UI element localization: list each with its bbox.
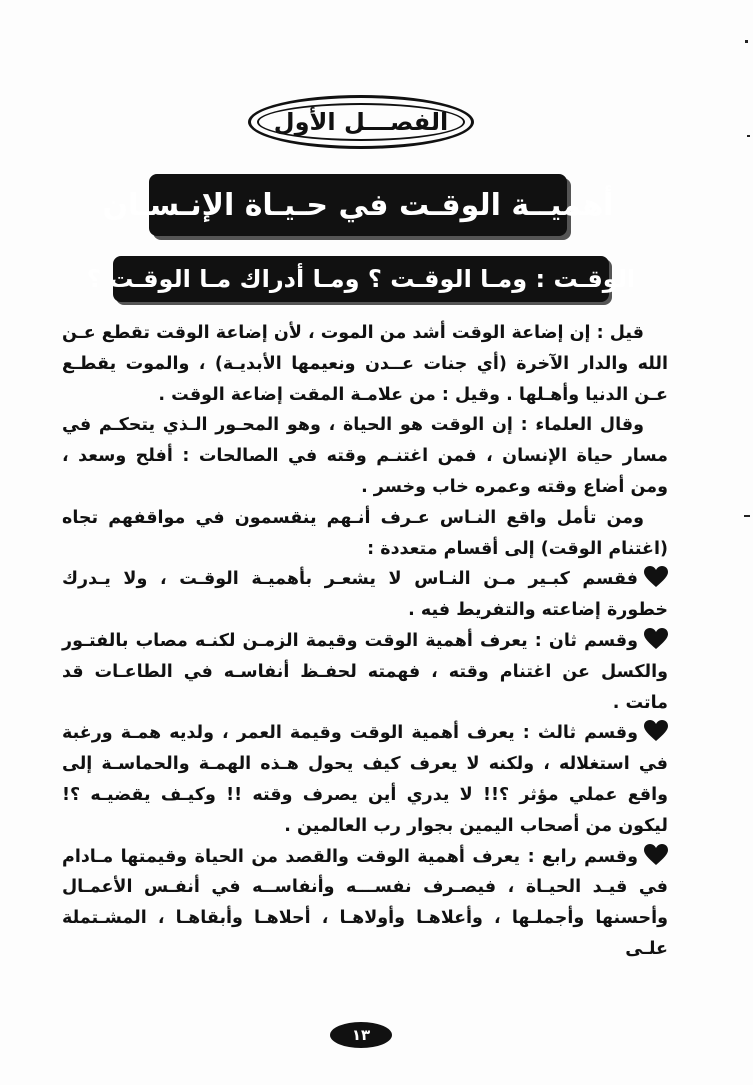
- subtitle: الوقـت : ومـا الوقـت ؟ ومـا أدراك مـا الوقـت ؟: [86, 265, 636, 293]
- main-title: أهميــة الوقـت في حـيـاة الإنـسـان: [102, 187, 614, 223]
- main-title-banner: [102, 174, 614, 236]
- heart-icon: [644, 720, 668, 742]
- paragraph: [62, 626, 668, 718]
- paragraph-text: ومن تأمل واقع النـاس عـرف أنـهم ينقسمون في مواقفهم تجاه (اغتنام الوقت) إلى أقسام متعددة :: [62, 507, 668, 559]
- body-text: [62, 318, 668, 965]
- paragraph-text: وقسم رابع : يعرف أهمية الوقت والقصد من الحياة وقيمتها مـادام في قيـد الحيـاة ، فيصـرف نفســـه وأنفاســه في أنفـس الأعمـال وأحسنها وأجملـها ، وأعلاهـا وأولاهـا ، أحلاهـا وأبقاهـا ، المشـتملة علـى: [62, 846, 668, 959]
- scan-edge-mark: [745, 40, 748, 43]
- paragraph: [62, 842, 668, 965]
- heart-icon: [644, 628, 668, 650]
- heart-icon: [644, 566, 668, 588]
- paragraph: [62, 503, 668, 565]
- scan-edge-mark: [747, 135, 750, 137]
- page-number-badge: [330, 1022, 392, 1048]
- paragraph-text: وقسم ثان : يعرف أهمية الوقت وقيمة الزمـن لكنـه مصاب بالفتـور والكسل عن اغتنام وقته ، فهمته لحفـظ أنفاسـه في الطاعـات قد ماتت .: [62, 630, 668, 713]
- paragraph-text: وقسم ثالث : يعرف أهمية الوقت وقيمة العمر ، ولديه همـة ورغبة في استغلاله ، ولكنه لا يعرف كيف يحول هـذه الهمـة والحماسـة إلى واقع عملي مؤثر ؟!! لا يدري أين يصرف وقته !! وكيـف يقضيـه ؟! ليكون من أصحاب اليمين بجوار رب العالمين .: [62, 723, 668, 836]
- paragraph-text: قيل : إن إضاعة الوقت أشد من الموت ، لأن إضاعة الوقت تقطع عـن الله والدار الآخرة (أي جنات عــدن ونعيمها الأبديـة) ، والموت يقطـع عـن الدنيا وأهـلها . وقيل : من علامـة المقت إضاعة الوقت .: [62, 323, 668, 405]
- page-number: ١٣: [351, 1026, 371, 1044]
- scan-edge-mark: [744, 515, 750, 517]
- paragraph-text: فقسم كبـير مـن النـاس لا يشعـر بأهميـة الوقـت ، ولا يـدرك خطورة إضاعته والتفريط فيه .: [62, 569, 668, 621]
- subtitle-banner: [86, 256, 636, 302]
- paragraph-text: وقال العلماء : إن الوقت هو الحياة ، وهو المحـور الـذي يتحكـم في مسار حياة الإنسان ، فمن اغتنـم وقته في الصالحات : أفلح وسعد ، ومن أضاع وقته وعمره خاب وخسر .: [62, 415, 668, 497]
- paragraph: [62, 318, 668, 410]
- heart-icon: [644, 844, 668, 866]
- chapter-oval: [248, 95, 474, 149]
- paragraph: [62, 718, 668, 841]
- chapter-label: الفصـــل الأول: [273, 108, 449, 136]
- paragraph: [62, 564, 668, 626]
- paragraph: [62, 410, 668, 502]
